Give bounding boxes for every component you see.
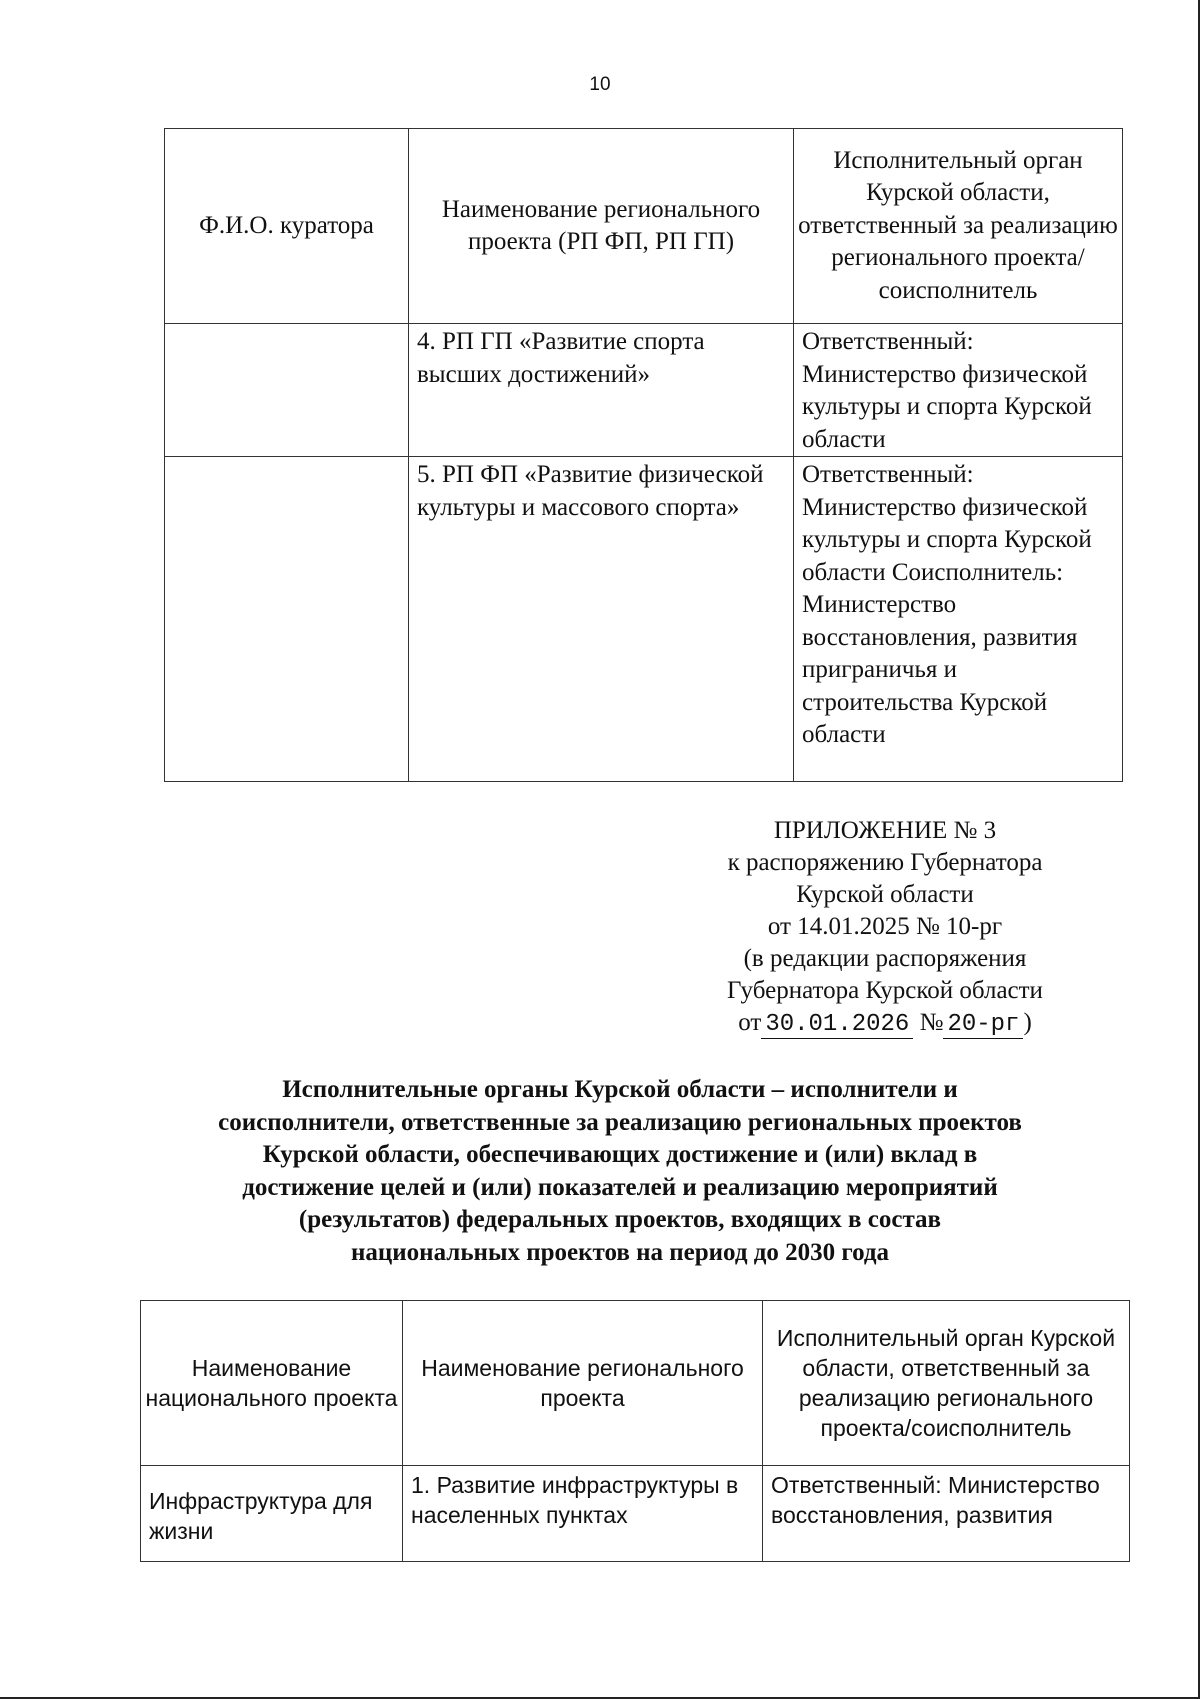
executor-cell: Ответственный: Министерство физической культуры и спорта Курской области Соисполнитель: Министерство восстановления, развития приграничья и строительства Курской области — [794, 457, 1123, 782]
table-row — [165, 457, 1123, 782]
closing-paren: ) — [1023, 1009, 1032, 1036]
title-line: Исполнительные органы Курской области – исполнители и — [282, 1076, 958, 1103]
table-header-row — [141, 1301, 1130, 1466]
appendix-line: (в редакции распоряжения — [743, 945, 1027, 972]
national-project-cell: Инфраструктура для жизни — [141, 1466, 403, 1562]
header-regional-project: Наименование регионального проекта (РП ФП, РП ГП) — [409, 129, 794, 324]
appendix-line: Курской области — [796, 881, 974, 908]
curators-table — [164, 128, 1123, 782]
executors-table — [140, 1300, 1130, 1562]
title-line: соисполнители, ответственные за реализацию региональных проектов — [218, 1108, 1022, 1136]
header-national-project: Наименование национального проекта — [141, 1301, 403, 1466]
header-curator: Ф.И.О. куратора — [165, 129, 409, 324]
page-number: 10 — [589, 74, 611, 95]
title-line: национальных проектов на период до 2030 года — [350, 1238, 890, 1266]
document-title — [140, 1074, 1100, 1269]
amendment-date: 30.01.2026 — [761, 1011, 913, 1039]
table-row — [165, 324, 1123, 457]
from-label: от — [738, 1009, 762, 1036]
project-cell: 4. РП ГП «Развитие спорта высших достижений» — [409, 324, 794, 457]
header-executor: Исполнительный орган Курской области, ответственный за реализацию регионального проекта/соисполнитель — [763, 1301, 1130, 1466]
curator-cell — [165, 457, 409, 782]
project-cell: 5. РП ФП «Развитие физической культуры и массового спорта» — [409, 457, 794, 782]
appendix-line: от 14.01.2025 № 10-рг — [767, 913, 1003, 940]
regional-project-cell: 1. Развитие инфраструктуры в населенных пунктах — [403, 1466, 763, 1562]
table-header-row — [165, 129, 1123, 324]
appendix-amendment-line — [650, 1007, 1120, 1041]
header-regional-project: Наименование регионального проекта — [403, 1301, 763, 1466]
number-label: № — [919, 1009, 944, 1036]
title-line: (результатов) федеральных проектов, входящих в состав — [298, 1206, 942, 1233]
appendix-block — [650, 815, 1120, 1041]
curator-cell — [165, 324, 409, 457]
executor-cell: Ответственный: Министерство физической культуры и спорта Курской области — [794, 324, 1123, 457]
appendix-line: к распоряжению Губернатора — [727, 849, 1043, 876]
header-executor: Исполнительный орган Курской области, ответственный за реализацию регионального проекта/соисполнитель — [794, 129, 1123, 324]
appendix-title: ПРИЛОЖЕНИЕ № 3 — [773, 817, 997, 844]
amendment-number: 20-рг — [943, 1011, 1023, 1039]
table-row — [141, 1466, 1130, 1562]
appendix-line: Губернатора Курской области — [727, 977, 1043, 1004]
executor-cell: Ответственный: Министерство восстановления, развития — [763, 1466, 1130, 1562]
title-line: достижение целей и (или) показателей и реализацию мероприятий — [242, 1173, 998, 1201]
title-line: Курской области, обеспечивающих достижение и (или) вклад в — [262, 1141, 978, 1168]
